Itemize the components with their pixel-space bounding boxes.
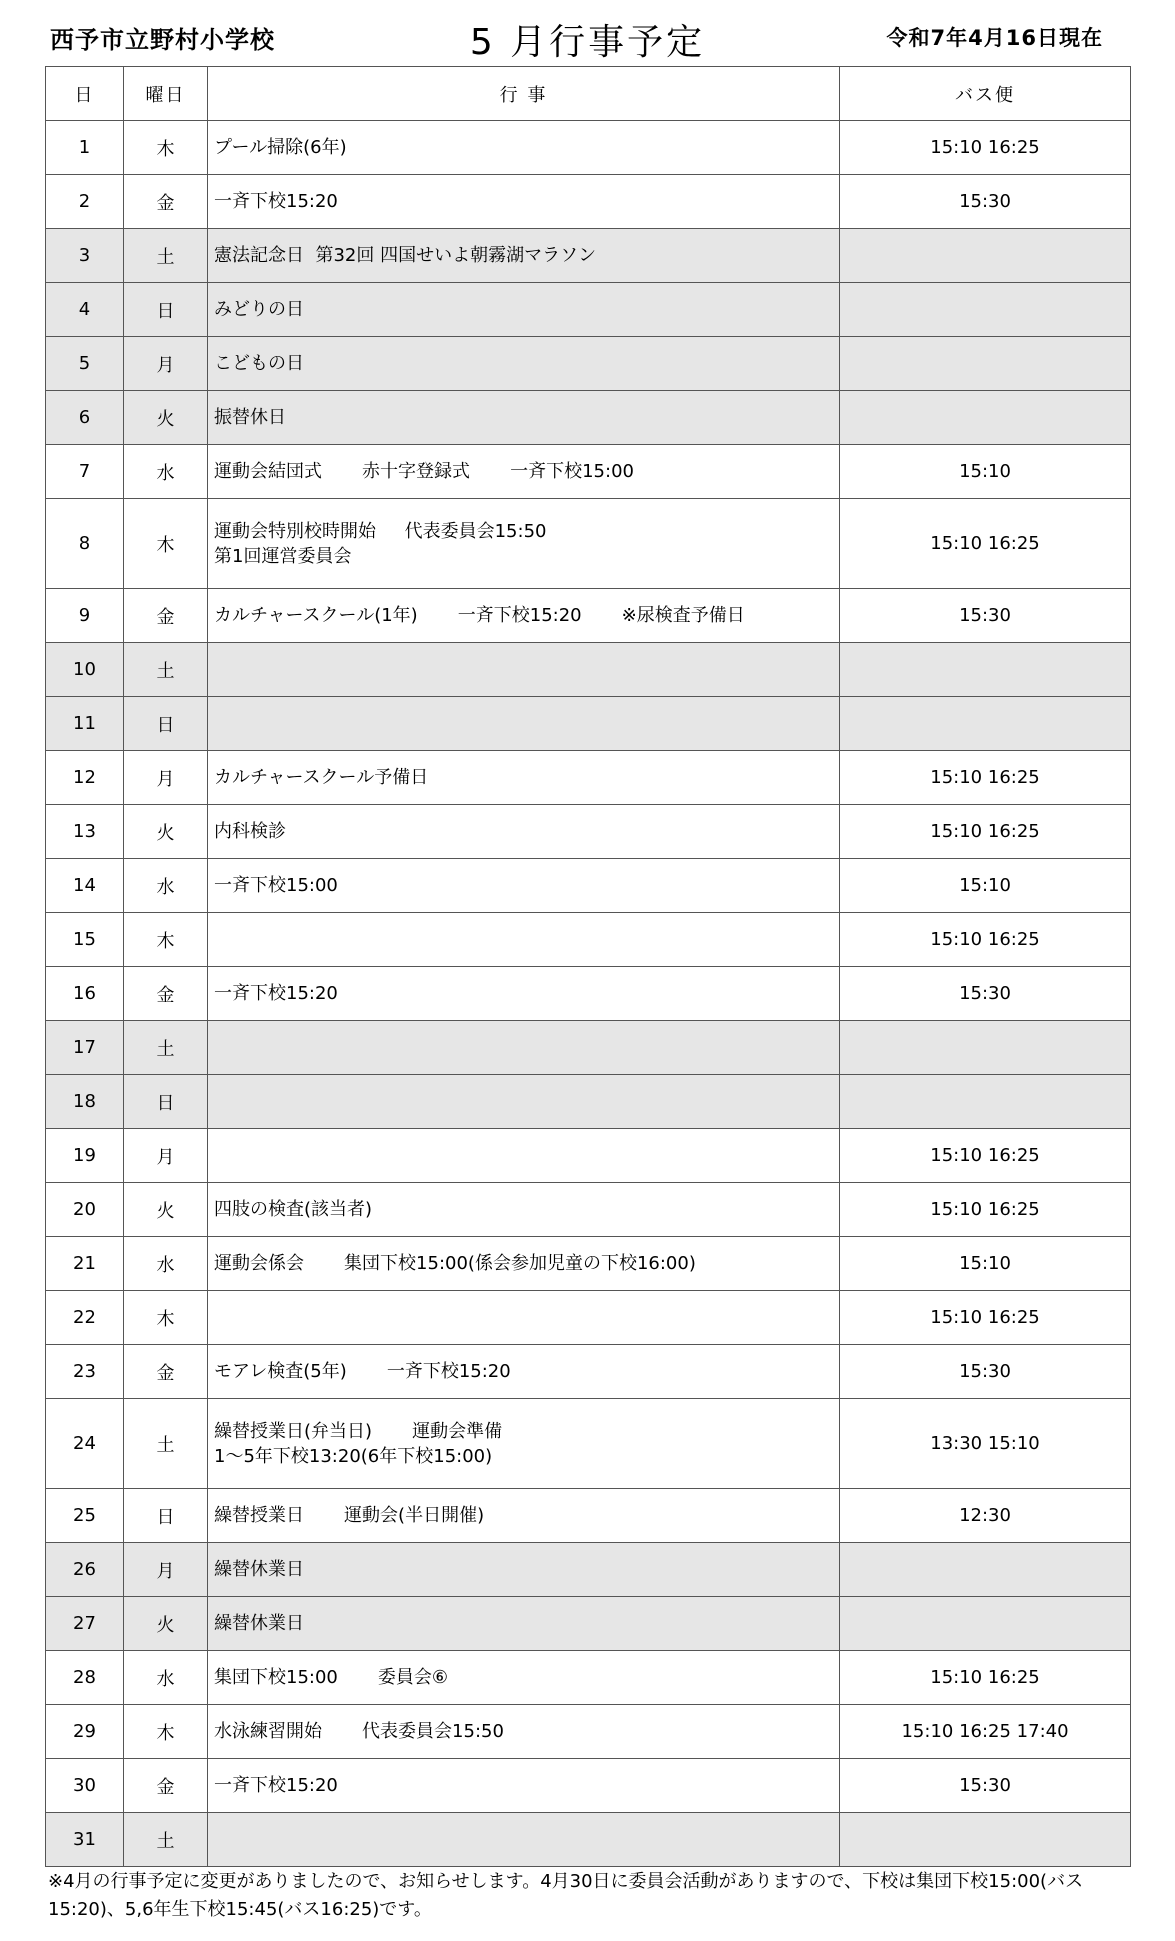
events-cell — [208, 1075, 840, 1129]
events-cell — [208, 1129, 840, 1183]
bus-cell: 13:30 15:10 — [840, 1399, 1131, 1489]
table-row — [46, 751, 1131, 805]
table-row — [46, 175, 1131, 229]
weekday-cell: 土 — [124, 1813, 208, 1867]
bus-cell — [840, 643, 1131, 697]
weekday-cell: 火 — [124, 1597, 208, 1651]
bus-cell — [840, 391, 1131, 445]
bus-cell — [840, 1021, 1131, 1075]
weekday-cell: 月 — [124, 337, 208, 391]
day-cell: 3 — [46, 229, 124, 283]
table-row — [46, 283, 1131, 337]
schedule-body — [46, 121, 1131, 1867]
day-cell: 31 — [46, 1813, 124, 1867]
bus-cell: 15:10 16:25 — [840, 1291, 1131, 1345]
events-cell: プール掃除(6年) — [208, 121, 840, 175]
as-of-date: 令和7年4月16日現在 — [886, 26, 1103, 50]
table-row — [46, 229, 1131, 283]
events-cell: 振替休日 — [208, 391, 840, 445]
table-row — [46, 1183, 1131, 1237]
day-cell: 11 — [46, 697, 124, 751]
events-cell: 内科検診 — [208, 805, 840, 859]
day-cell: 20 — [46, 1183, 124, 1237]
events-cell: 運動会係会 集団下校15:00(係会参加児童の下校16:00) — [208, 1237, 840, 1291]
day-cell: 16 — [46, 967, 124, 1021]
table-row — [46, 1813, 1131, 1867]
page-header — [0, 0, 1175, 66]
column-header-bus: バス便 — [840, 67, 1131, 121]
table-row — [46, 589, 1131, 643]
bus-cell — [840, 1597, 1131, 1651]
bus-cell: 15:10 16:25 — [840, 913, 1131, 967]
weekday-cell: 金 — [124, 589, 208, 643]
day-cell: 13 — [46, 805, 124, 859]
column-header-events: 行 事 — [208, 67, 840, 121]
day-cell: 26 — [46, 1543, 124, 1597]
weekday-cell: 火 — [124, 391, 208, 445]
bus-cell: 15:10 — [840, 859, 1131, 913]
bus-cell: 12:30 — [840, 1489, 1131, 1543]
bus-cell: 15:10 16:25 17:40 — [840, 1705, 1131, 1759]
day-cell: 15 — [46, 913, 124, 967]
weekday-cell: 金 — [124, 967, 208, 1021]
day-cell: 28 — [46, 1651, 124, 1705]
bus-cell: 15:30 — [840, 1345, 1131, 1399]
table-row — [46, 643, 1131, 697]
table-row — [46, 1597, 1131, 1651]
events-cell: 四肢の検査(該当者) — [208, 1183, 840, 1237]
day-cell: 23 — [46, 1345, 124, 1399]
day-cell: 14 — [46, 859, 124, 913]
events-cell: 繰替授業日 運動会(半日開催) — [208, 1489, 840, 1543]
weekday-cell: 木 — [124, 499, 208, 589]
weekday-cell: 金 — [124, 175, 208, 229]
bus-cell — [840, 229, 1131, 283]
day-cell: 12 — [46, 751, 124, 805]
table-row — [46, 805, 1131, 859]
weekday-cell: 水 — [124, 859, 208, 913]
events-cell: カルチャースクール予備日 — [208, 751, 840, 805]
day-cell: 7 — [46, 445, 124, 499]
bus-cell — [840, 1543, 1131, 1597]
school-name: 西予市立野村小学校 — [50, 26, 275, 54]
day-cell: 27 — [46, 1597, 124, 1651]
weekday-cell: 月 — [124, 751, 208, 805]
bus-cell — [840, 1813, 1131, 1867]
events-cell: カルチャースクール(1年) 一斉下校15:20 ※尿検査予備日 — [208, 589, 840, 643]
bus-cell: 15:10 16:25 — [840, 751, 1131, 805]
bus-cell: 15:10 16:25 — [840, 499, 1131, 589]
bus-cell — [840, 337, 1131, 391]
table-header-row — [46, 67, 1131, 121]
events-cell — [208, 697, 840, 751]
table-row — [46, 1759, 1131, 1813]
day-cell: 22 — [46, 1291, 124, 1345]
bus-cell: 15:10 16:25 — [840, 121, 1131, 175]
table-row — [46, 1705, 1131, 1759]
weekday-cell: 木 — [124, 1291, 208, 1345]
bus-cell: 15:30 — [840, 589, 1131, 643]
table-row — [46, 1075, 1131, 1129]
table-row — [46, 1543, 1131, 1597]
events-cell: 集団下校15:00 委員会⑥ — [208, 1651, 840, 1705]
events-cell: 繰替休業日 — [208, 1597, 840, 1651]
day-cell: 8 — [46, 499, 124, 589]
weekday-cell: 木 — [124, 1705, 208, 1759]
day-cell: 5 — [46, 337, 124, 391]
events-cell: こどもの日 — [208, 337, 840, 391]
day-cell: 17 — [46, 1021, 124, 1075]
day-cell: 21 — [46, 1237, 124, 1291]
weekday-cell: 水 — [124, 445, 208, 499]
page-title: 5 月行事予定 — [469, 22, 706, 63]
table-row — [46, 1291, 1131, 1345]
schedule-table — [45, 66, 1131, 1867]
day-cell: 18 — [46, 1075, 124, 1129]
weekday-cell: 日 — [124, 283, 208, 337]
table-row — [46, 1651, 1131, 1705]
bus-cell — [840, 283, 1131, 337]
day-cell: 10 — [46, 643, 124, 697]
day-cell: 6 — [46, 391, 124, 445]
table-row — [46, 1237, 1131, 1291]
weekday-cell: 日 — [124, 1075, 208, 1129]
events-cell: 一斉下校15:20 — [208, 967, 840, 1021]
day-cell: 25 — [46, 1489, 124, 1543]
table-row — [46, 859, 1131, 913]
bus-cell: 15:30 — [840, 967, 1131, 1021]
day-cell: 24 — [46, 1399, 124, 1489]
weekday-cell: 火 — [124, 1183, 208, 1237]
bus-cell: 15:10 16:25 — [840, 1183, 1131, 1237]
weekday-cell: 土 — [124, 229, 208, 283]
table-row — [46, 445, 1131, 499]
day-cell: 29 — [46, 1705, 124, 1759]
events-cell — [208, 643, 840, 697]
weekday-cell: 土 — [124, 643, 208, 697]
table-row — [46, 1345, 1131, 1399]
events-cell: 運動会特別校時開始 代表委員会15:50 第1回運営委員会 — [208, 499, 840, 589]
table-row — [46, 1021, 1131, 1075]
weekday-cell: 月 — [124, 1543, 208, 1597]
weekday-cell: 土 — [124, 1399, 208, 1489]
weekday-cell: 金 — [124, 1759, 208, 1813]
events-cell — [208, 1291, 840, 1345]
weekday-cell: 金 — [124, 1345, 208, 1399]
weekday-cell: 木 — [124, 121, 208, 175]
weekday-cell: 土 — [124, 1021, 208, 1075]
bus-cell: 15:30 — [840, 1759, 1131, 1813]
events-cell: 繰替授業日(弁当日) 運動会準備 1〜5年下校13:20(6年下校15:00) — [208, 1399, 840, 1489]
footnote: ※4月の行事予定に変更がありましたので、お知らせします。4月30日に委員会活動がありますので、下校は集団下校15:00(バス15:20)、5,6年生下校15:45(バス16:25)です。 — [48, 1871, 1084, 1920]
bus-cell: 15:30 — [840, 175, 1131, 229]
table-row — [46, 1489, 1131, 1543]
events-cell: 一斉下校15:20 — [208, 1759, 840, 1813]
bus-cell: 15:10 16:25 — [840, 1651, 1131, 1705]
weekday-cell: 日 — [124, 1489, 208, 1543]
events-cell: 繰替休業日 — [208, 1543, 840, 1597]
bus-cell: 15:10 — [840, 1237, 1131, 1291]
day-cell: 30 — [46, 1759, 124, 1813]
events-cell — [208, 1813, 840, 1867]
weekday-cell: 水 — [124, 1237, 208, 1291]
day-cell: 2 — [46, 175, 124, 229]
events-cell — [208, 913, 840, 967]
events-cell: みどりの日 — [208, 283, 840, 337]
bus-cell: 15:10 16:25 — [840, 805, 1131, 859]
events-cell: 憲法記念日 第32回 四国せいよ朝霧湖マラソン — [208, 229, 840, 283]
table-row — [46, 1399, 1131, 1489]
column-header-day: 日 — [46, 67, 124, 121]
table-row — [46, 697, 1131, 751]
bus-cell: 15:10 16:25 — [840, 1129, 1131, 1183]
weekday-cell: 月 — [124, 1129, 208, 1183]
table-row — [46, 1129, 1131, 1183]
bus-cell — [840, 1075, 1131, 1129]
weekday-cell: 木 — [124, 913, 208, 967]
events-cell: 一斉下校15:00 — [208, 859, 840, 913]
events-cell: 一斉下校15:20 — [208, 175, 840, 229]
table-row — [46, 499, 1131, 589]
table-row — [46, 967, 1131, 1021]
events-cell: 水泳練習開始 代表委員会15:50 — [208, 1705, 840, 1759]
bus-cell: 15:10 — [840, 445, 1131, 499]
day-cell: 9 — [46, 589, 124, 643]
day-cell: 19 — [46, 1129, 124, 1183]
events-cell — [208, 1021, 840, 1075]
weekday-cell: 日 — [124, 697, 208, 751]
events-cell: 運動会結団式 赤十字登録式 一斉下校15:00 — [208, 445, 840, 499]
table-row — [46, 337, 1131, 391]
bus-cell — [840, 697, 1131, 751]
day-cell: 1 — [46, 121, 124, 175]
table-row — [46, 391, 1131, 445]
day-cell: 4 — [46, 283, 124, 337]
column-header-weekday: 曜日 — [124, 67, 208, 121]
events-cell: モアレ検査(5年) 一斉下校15:20 — [208, 1345, 840, 1399]
weekday-cell: 火 — [124, 805, 208, 859]
weekday-cell: 水 — [124, 1651, 208, 1705]
table-row — [46, 913, 1131, 967]
table-row — [46, 121, 1131, 175]
